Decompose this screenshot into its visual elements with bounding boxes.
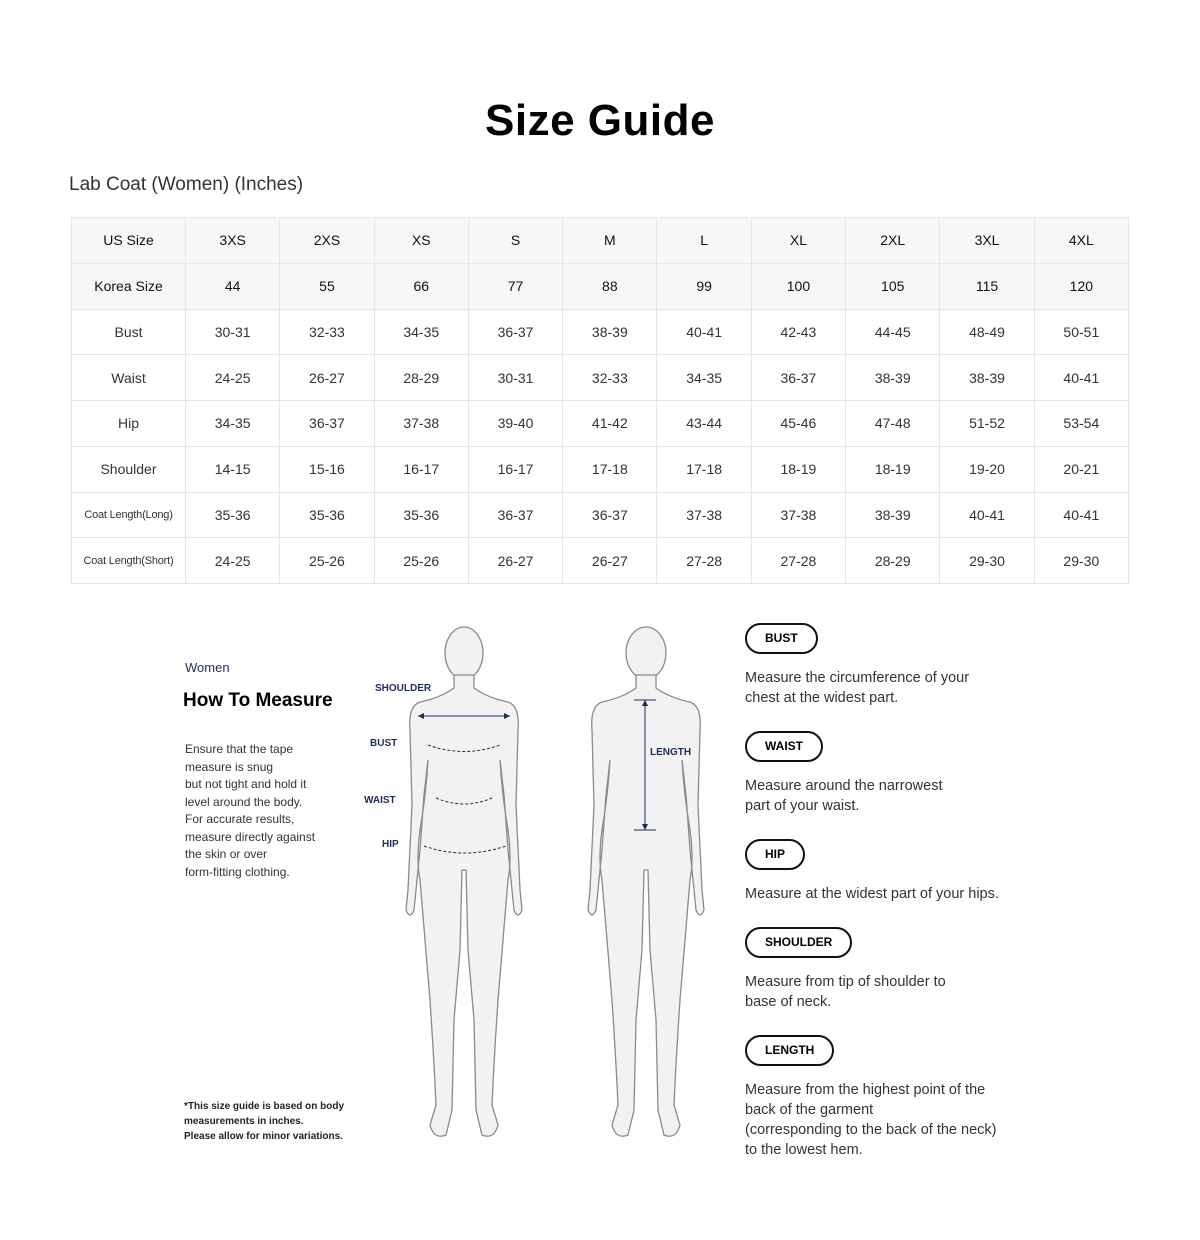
table-cell: 55	[280, 263, 374, 309]
table-row	[72, 492, 1129, 538]
table-cell: 16-17	[374, 446, 468, 492]
table-cell: 44	[186, 263, 280, 309]
table-cell: L	[657, 218, 751, 264]
table-cell: 43-44	[657, 401, 751, 447]
measure-description-hip: Measure at the widest part of your hips.	[745, 886, 999, 902]
table-cell: 50-51	[1034, 309, 1128, 355]
table-cell: 37-38	[657, 492, 751, 538]
table-cell: 4XL	[1034, 218, 1128, 264]
table-cell: 26-27	[280, 355, 374, 401]
table-cell: 34-35	[657, 355, 751, 401]
row-label: Coat Length(Short)	[72, 538, 186, 584]
table-cell: 40-41	[940, 492, 1034, 538]
table-cell: 47-48	[846, 401, 940, 447]
table-cell: 18-19	[751, 446, 845, 492]
table-cell: 20-21	[1034, 446, 1128, 492]
table-row	[72, 401, 1129, 447]
table-cell: 36-37	[468, 309, 562, 355]
table-subtitle: Lab Coat (Women) (Inches)	[69, 174, 304, 195]
table-cell: 26-27	[468, 538, 562, 584]
table-cell: XS	[374, 218, 468, 264]
section-label: Women	[185, 660, 230, 675]
table-cell: 38-39	[846, 492, 940, 538]
figure-label-bust: BUST	[370, 738, 398, 749]
table-row	[72, 263, 1129, 309]
measure-description-waist: Measure around the narrowest part of your waist.	[745, 778, 943, 814]
row-label: Waist	[72, 355, 186, 401]
size-guide-footnote: *This size guide is based on body measurements in inches. Please allow for minor variations.	[184, 1101, 345, 1142]
table-cell: 34-35	[374, 309, 468, 355]
table-cell: 15-16	[280, 446, 374, 492]
measure-item-hip	[745, 839, 999, 904]
measurement-figures	[350, 620, 730, 1185]
table-cell: 35-36	[186, 492, 280, 538]
table-cell: 100	[751, 263, 845, 309]
how-to-measure-description: Ensure that the tape measure is snug but not tight and hold it level around the body. For accurate results, measure directly against the skin or over form-fitting clothing.	[185, 742, 316, 879]
back-figure	[588, 627, 704, 1136]
table-cell: 40-41	[657, 309, 751, 355]
table-cell: 24-25	[186, 538, 280, 584]
table-cell: 30-31	[186, 309, 280, 355]
table-cell: 44-45	[846, 309, 940, 355]
table-cell: 16-17	[468, 446, 562, 492]
table-cell: 36-37	[563, 492, 657, 538]
measure-pill-length: LENGTH	[745, 1035, 834, 1066]
table-cell: 37-38	[374, 401, 468, 447]
table-cell: 24-25	[186, 355, 280, 401]
table-cell: 66	[374, 263, 468, 309]
table-cell: 25-26	[280, 538, 374, 584]
table-cell: 115	[940, 263, 1034, 309]
table-cell: 29-30	[940, 538, 1034, 584]
table-cell: 30-31	[468, 355, 562, 401]
table-row	[72, 538, 1129, 584]
size-table	[71, 217, 1129, 584]
table-cell: 105	[846, 263, 940, 309]
table-row	[72, 355, 1129, 401]
figure-label-waist: WAIST	[364, 795, 396, 806]
measure-pill-shoulder: SHOULDER	[745, 927, 852, 958]
table-cell: 40-41	[1034, 355, 1128, 401]
table-cell: 35-36	[374, 492, 468, 538]
front-figure	[406, 627, 522, 1136]
measure-description-shoulder: Measure from tip of shoulder to base of neck.	[745, 974, 946, 1010]
table-cell: 32-33	[280, 309, 374, 355]
measure-item-length	[745, 1035, 996, 1160]
table-cell: 28-29	[374, 355, 468, 401]
measure-item-shoulder	[745, 927, 946, 1012]
body-figures-illustration	[350, 620, 730, 1180]
measure-pill-bust: BUST	[745, 623, 818, 654]
table-cell: 34-35	[186, 401, 280, 447]
table-cell: 17-18	[563, 446, 657, 492]
figure-label-length: LENGTH	[650, 747, 692, 758]
table-cell: 48-49	[940, 309, 1034, 355]
table-cell: S	[468, 218, 562, 264]
table-cell: 99	[657, 263, 751, 309]
row-label: US Size	[72, 218, 186, 264]
table-row	[72, 309, 1129, 355]
table-cell: 28-29	[846, 538, 940, 584]
table-cell: 27-28	[751, 538, 845, 584]
table-cell: 120	[1034, 263, 1128, 309]
table-cell: 29-30	[1034, 538, 1128, 584]
measure-item-waist	[745, 731, 942, 816]
row-label: Korea Size	[72, 263, 186, 309]
table-cell: 36-37	[468, 492, 562, 538]
row-label: Shoulder	[72, 446, 186, 492]
figure-label-hip: HIP	[382, 839, 399, 850]
table-cell: 32-33	[563, 355, 657, 401]
table-cell: 38-39	[846, 355, 940, 401]
table-cell: 26-27	[563, 538, 657, 584]
table-cell: 36-37	[280, 401, 374, 447]
table-cell: 2XL	[846, 218, 940, 264]
table-cell: 25-26	[374, 538, 468, 584]
measure-pill-waist: WAIST	[745, 731, 823, 762]
row-label: Hip	[72, 401, 186, 447]
table-cell: 53-54	[1034, 401, 1128, 447]
measure-description-length: Measure from the highest point of the back of the garment (corresponding to the back of the neck) to the lowest hem.	[745, 1082, 997, 1158]
table-cell: 42-43	[751, 309, 845, 355]
row-label: Coat Length(Long)	[72, 492, 186, 538]
table-cell: 3XS	[186, 218, 280, 264]
measure-pill-hip: HIP	[745, 839, 805, 870]
table-cell: 38-39	[563, 309, 657, 355]
table-cell: 40-41	[1034, 492, 1128, 538]
table-cell: 77	[468, 263, 562, 309]
table-row	[72, 218, 1129, 264]
table-cell: 38-39	[940, 355, 1034, 401]
table-cell: 37-38	[751, 492, 845, 538]
table-cell: 2XS	[280, 218, 374, 264]
page-title: Size Guide	[485, 96, 715, 145]
measure-item-bust	[745, 623, 969, 708]
table-cell: M	[563, 218, 657, 264]
table-cell: 39-40	[468, 401, 562, 447]
table-cell: 27-28	[657, 538, 751, 584]
table-cell: 45-46	[751, 401, 845, 447]
table-row	[72, 446, 1129, 492]
table-cell: XL	[751, 218, 845, 264]
table-cell: 35-36	[280, 492, 374, 538]
row-label: Bust	[72, 309, 186, 355]
table-cell: 14-15	[186, 446, 280, 492]
table-cell: 19-20	[940, 446, 1034, 492]
table-cell: 41-42	[563, 401, 657, 447]
figure-label-shoulder: SHOULDER	[375, 683, 432, 694]
table-cell: 51-52	[940, 401, 1034, 447]
table-cell: 88	[563, 263, 657, 309]
measure-description-bust: Measure the circumference of your chest at the widest part.	[745, 670, 970, 706]
table-cell: 3XL	[940, 218, 1034, 264]
table-cell: 17-18	[657, 446, 751, 492]
table-cell: 18-19	[846, 446, 940, 492]
table-cell: 36-37	[751, 355, 845, 401]
how-to-measure-title: How To Measure	[183, 690, 333, 711]
